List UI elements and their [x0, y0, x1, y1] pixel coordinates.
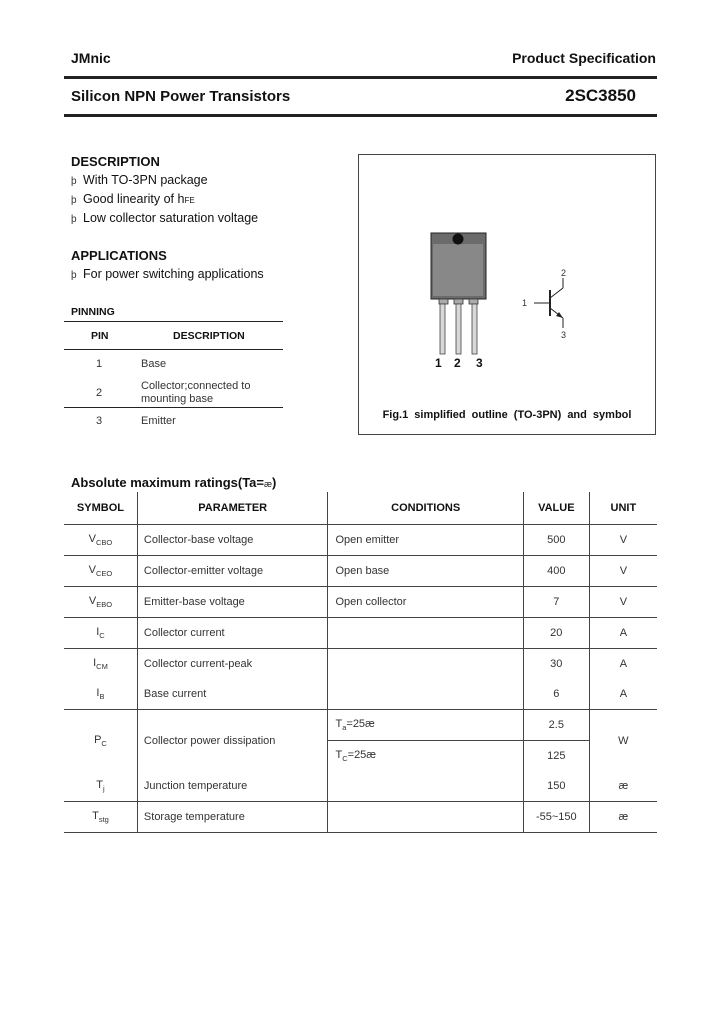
pinning-col-pin: PIN [91, 330, 109, 342]
symbol: I [93, 657, 97, 669]
col-conditions: CONDITIONS [328, 492, 523, 525]
conditions-cell [328, 649, 523, 710]
symbol-cell [64, 802, 137, 833]
symbol-subscript: B [99, 692, 105, 701]
col-value: VALUE [523, 492, 589, 525]
symbol: T [92, 810, 99, 822]
document-type: Product Specification [512, 50, 656, 66]
symbol: P [94, 733, 102, 746]
symbol-subscript: C [101, 738, 107, 748]
unit-cell: A [589, 618, 657, 649]
symbol-subscript: C [99, 631, 105, 640]
company-name: JMnic [71, 50, 111, 66]
conditions-cell [328, 710, 523, 741]
value-cell: 6 [523, 679, 589, 710]
symbol-cell [64, 710, 137, 772]
description-heading: DESCRIPTION [71, 154, 160, 169]
unit-cell: V [589, 525, 657, 556]
unit-cell: V [589, 587, 657, 618]
pinning-pin-description: Collector;connected to mounting base [141, 380, 251, 405]
npn-transistor-symbol [530, 270, 580, 340]
conditions-cell: Open emitter [328, 525, 523, 556]
description-item-subscript: FE [184, 196, 195, 205]
bullet-glyph: þ [71, 195, 77, 206]
bullet-glyph: þ [71, 214, 77, 225]
symbol-subscript: j [102, 784, 105, 793]
symbol-cell [64, 679, 137, 710]
unit-cell: W [589, 710, 657, 772]
symbol-cell [64, 649, 137, 680]
parameter-cell: Collector power dissipation [137, 710, 328, 772]
value-cell: 150 [523, 771, 589, 802]
value-cell: -55~150 [523, 802, 589, 833]
condition-subscript: C [342, 754, 348, 763]
application-item-text: For power switching applications [83, 267, 264, 281]
description-item [71, 192, 195, 206]
parameter-cell: Junction temperature [137, 771, 328, 802]
table-row [64, 525, 657, 556]
col-unit: UNIT [589, 492, 657, 525]
conditions-cell [328, 771, 523, 802]
table-row [64, 587, 657, 618]
ratings-heading-unit: æ [264, 479, 273, 489]
table-row [64, 771, 657, 802]
part-number: 2SC3850 [565, 86, 636, 105]
parameter-cell: Emitter-base voltage [137, 587, 328, 618]
symbol: I [96, 626, 100, 638]
bullet-glyph: þ [71, 270, 77, 281]
pinning-col-description: DESCRIPTION [173, 330, 245, 342]
parameter-cell: Storage temperature [137, 802, 328, 833]
parameter-cell: Collector-base voltage [137, 525, 328, 556]
conditions-cell [328, 618, 523, 649]
pinning-pin-number: 2 [96, 387, 103, 399]
col-parameter: PARAMETER [137, 492, 328, 525]
symbol-subscript: CM [96, 662, 108, 671]
value-cell: 2.5 [523, 710, 589, 741]
condition-rest: =25æ [346, 718, 375, 730]
parameter-cell: Base current [137, 679, 328, 710]
to3pn-package-drawing [420, 222, 500, 372]
value-cell: 7 [523, 587, 589, 618]
figure-box [358, 154, 656, 435]
value-cell: 500 [523, 525, 589, 556]
conditions-cell [328, 802, 523, 833]
applications-heading: APPLICATIONS [71, 248, 167, 263]
symbol-subscript: stg [98, 815, 109, 824]
condition-symbol: T [335, 749, 343, 761]
symbol-cell [64, 525, 137, 556]
symbol: V [88, 595, 97, 607]
bullet-glyph: þ [71, 176, 77, 187]
unit-cell: A [589, 649, 657, 680]
symbol-subscript: CEO [96, 569, 113, 578]
parameter-cell: Collector current-peak [137, 649, 328, 680]
symbol-subscript: EBO [96, 600, 113, 609]
symbol-cell [64, 556, 137, 587]
conditions-cell: Open base [328, 556, 523, 587]
product-line-title: Silicon NPN Power Transistors [71, 88, 291, 105]
package-pin-label: 3 [476, 356, 483, 370]
symbol-terminal-label: 2 [561, 268, 567, 278]
pinning-heading: PINNING [71, 306, 115, 318]
ratings-heading-text: Absolute maximum ratings(Ta= [71, 475, 264, 490]
figure-caption: Fig.1 simplified outline (TO-3PN) and symbol [382, 409, 632, 421]
description-item-text: With TO-3PN package [83, 173, 208, 187]
pinning-pin-number: 1 [96, 358, 103, 370]
conditions-cell: Open collector [328, 587, 523, 618]
pinning-rule [64, 349, 283, 350]
table-row [64, 710, 657, 741]
unit-cell: æ [589, 802, 657, 833]
conditions-cell [328, 741, 523, 772]
symbol-cell [64, 587, 137, 618]
ratings-heading [71, 475, 276, 490]
pinning-pin-description: Base [141, 358, 167, 370]
symbol-terminal-label: 1 [522, 298, 528, 308]
unit-cell: A [589, 679, 657, 710]
pinning-pin-description: Emitter [141, 415, 176, 427]
symbol: V [88, 533, 96, 545]
symbol-terminal-label: 3 [561, 330, 567, 340]
table-row [64, 802, 657, 833]
value-cell: 400 [523, 556, 589, 587]
symbol: V [88, 564, 96, 576]
application-item [71, 267, 264, 281]
header-rule-bottom [64, 114, 657, 117]
description-item-text: Low collector saturation voltage [83, 211, 259, 225]
condition-subscript: a [342, 723, 347, 732]
table-header-row [64, 492, 657, 525]
unit-cell: æ [589, 771, 657, 802]
ratings-table [64, 492, 657, 833]
package-pin-label: 2 [454, 356, 461, 370]
value-cell: 20 [523, 618, 589, 649]
pinning-pin-number: 3 [96, 415, 103, 427]
condition-symbol: T [335, 718, 343, 730]
symbol-subscript: CBO [96, 538, 113, 547]
value-cell: 125 [523, 741, 589, 772]
header-rule-top [64, 76, 657, 79]
table-row [64, 556, 657, 587]
pinning-rule [64, 407, 283, 408]
package-pin-label: 1 [435, 356, 442, 370]
symbol: T [96, 779, 103, 791]
unit-cell: V [589, 556, 657, 587]
description-item [71, 173, 208, 187]
value-cell: 30 [523, 649, 589, 680]
table-row [64, 649, 657, 680]
ratings-heading-close: ) [272, 475, 277, 490]
symbol-cell [64, 618, 137, 649]
condition-rest: =25æ [347, 749, 377, 761]
parameter-cell: Collector current [137, 618, 328, 649]
description-item [71, 211, 258, 225]
col-symbol: SYMBOL [64, 492, 137, 525]
symbol: I [96, 687, 100, 699]
description-item-text: Good linearity of h [83, 192, 185, 206]
pinning-rule [64, 321, 283, 322]
table-row [64, 618, 657, 649]
symbol-cell [64, 771, 137, 802]
parameter-cell: Collector-emitter voltage [137, 556, 328, 587]
